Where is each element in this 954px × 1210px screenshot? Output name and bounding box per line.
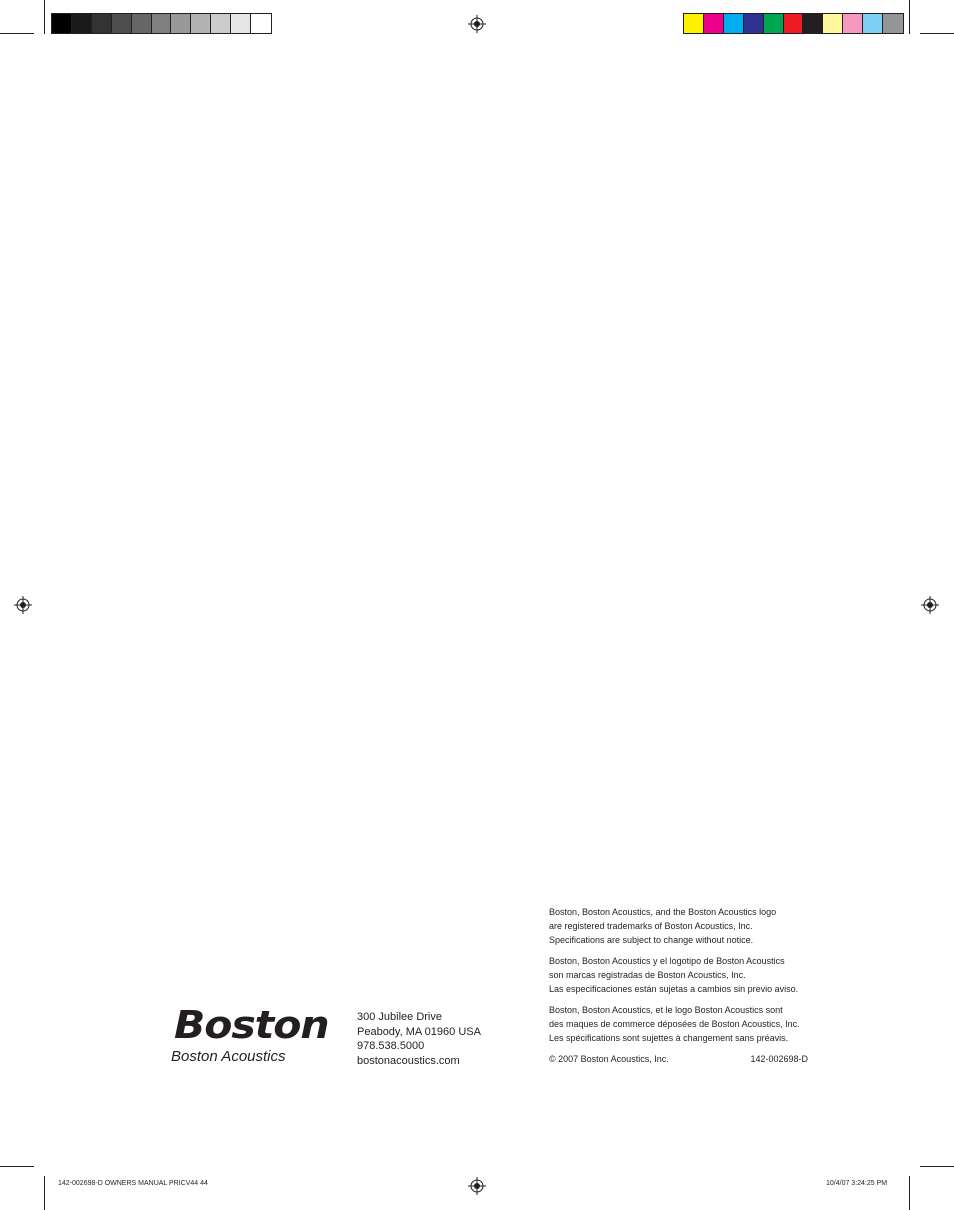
legal-notice-english [549, 905, 819, 947]
legal-line: Las especificaciones están sujetas a cambios sin previo aviso. [549, 984, 799, 994]
color-swatch [784, 14, 804, 33]
color-swatch [211, 14, 231, 33]
color-swatch [823, 14, 843, 33]
crop-mark [920, 33, 954, 34]
grayscale-color-bar [51, 13, 272, 34]
color-swatch [152, 14, 172, 33]
process-color-bar [683, 13, 904, 34]
color-swatch [684, 14, 704, 33]
legal-line: des maques de commerce déposées de Boston Acoustics, Inc. [549, 1019, 800, 1029]
color-swatch [863, 14, 883, 33]
color-swatch [112, 14, 132, 33]
color-swatch [132, 14, 152, 33]
copyright-row [549, 1052, 808, 1066]
crop-mark [44, 0, 45, 34]
boston-logo-wordmark: Boston [174, 1003, 329, 1047]
color-swatch [52, 14, 72, 33]
registration-mark-icon [468, 1177, 486, 1195]
crop-mark [920, 1166, 954, 1167]
color-swatch [724, 14, 744, 33]
legal-line: are registered trademarks of Boston Acoustics, Inc. [549, 921, 753, 931]
legal-line: Les spécifications sont sujettes à changement sans préavis. [549, 1033, 789, 1043]
color-swatch [92, 14, 112, 33]
crop-mark [44, 1176, 45, 1210]
crop-mark [909, 0, 910, 34]
crop-mark [0, 1166, 34, 1167]
color-swatch [803, 14, 823, 33]
address-website: bostonacoustics.com [357, 1054, 460, 1067]
color-swatch [231, 14, 251, 33]
copyright-notice: © 2007 Boston Acoustics, Inc. [549, 1054, 669, 1064]
address-street: 300 Jubilee Drive [357, 1011, 442, 1023]
print-slug-right: 10/4/07 3:24:25 PM [826, 1180, 888, 1187]
color-swatch [72, 14, 92, 33]
color-swatch [251, 14, 271, 33]
legal-notice-spanish [549, 954, 819, 996]
legal-line: Boston, Boston Acoustics y el logotipo de Boston Acoustics [549, 956, 785, 966]
legal-line: Specifications are subject to change without notice. [549, 935, 754, 945]
legal-line: Boston, Boston Acoustics, and the Boston Acoustics logo [549, 907, 777, 917]
legal-notice-french [549, 1003, 819, 1045]
crop-mark [0, 33, 34, 34]
address-phone: 978.538.5000 [357, 1040, 425, 1052]
color-swatch [704, 14, 724, 33]
color-swatch [883, 14, 903, 33]
color-swatch [764, 14, 784, 33]
color-swatch [171, 14, 191, 33]
registration-mark-icon [468, 15, 486, 33]
color-swatch [843, 14, 863, 33]
color-swatch [744, 14, 764, 33]
registration-mark-icon [14, 596, 32, 614]
legal-line: Boston, Boston Acoustics, et le logo Boston Acoustics sont [549, 1005, 783, 1015]
boston-acoustics-logo-subline: Boston Acoustics [171, 1048, 286, 1065]
company-address [357, 1010, 481, 1068]
registration-mark-icon [921, 596, 939, 614]
color-swatch [191, 14, 211, 33]
crop-mark [909, 1176, 910, 1210]
legal-line: son marcas registradas de Boston Acoustics, Inc. [549, 970, 746, 980]
address-city: Peabody, MA 01960 USA [357, 1025, 481, 1038]
print-slug-left: 142-002698-D OWNERS MANUAL PRICV44 44 [58, 1180, 208, 1187]
part-number: 142-002698-D [750, 1054, 808, 1064]
